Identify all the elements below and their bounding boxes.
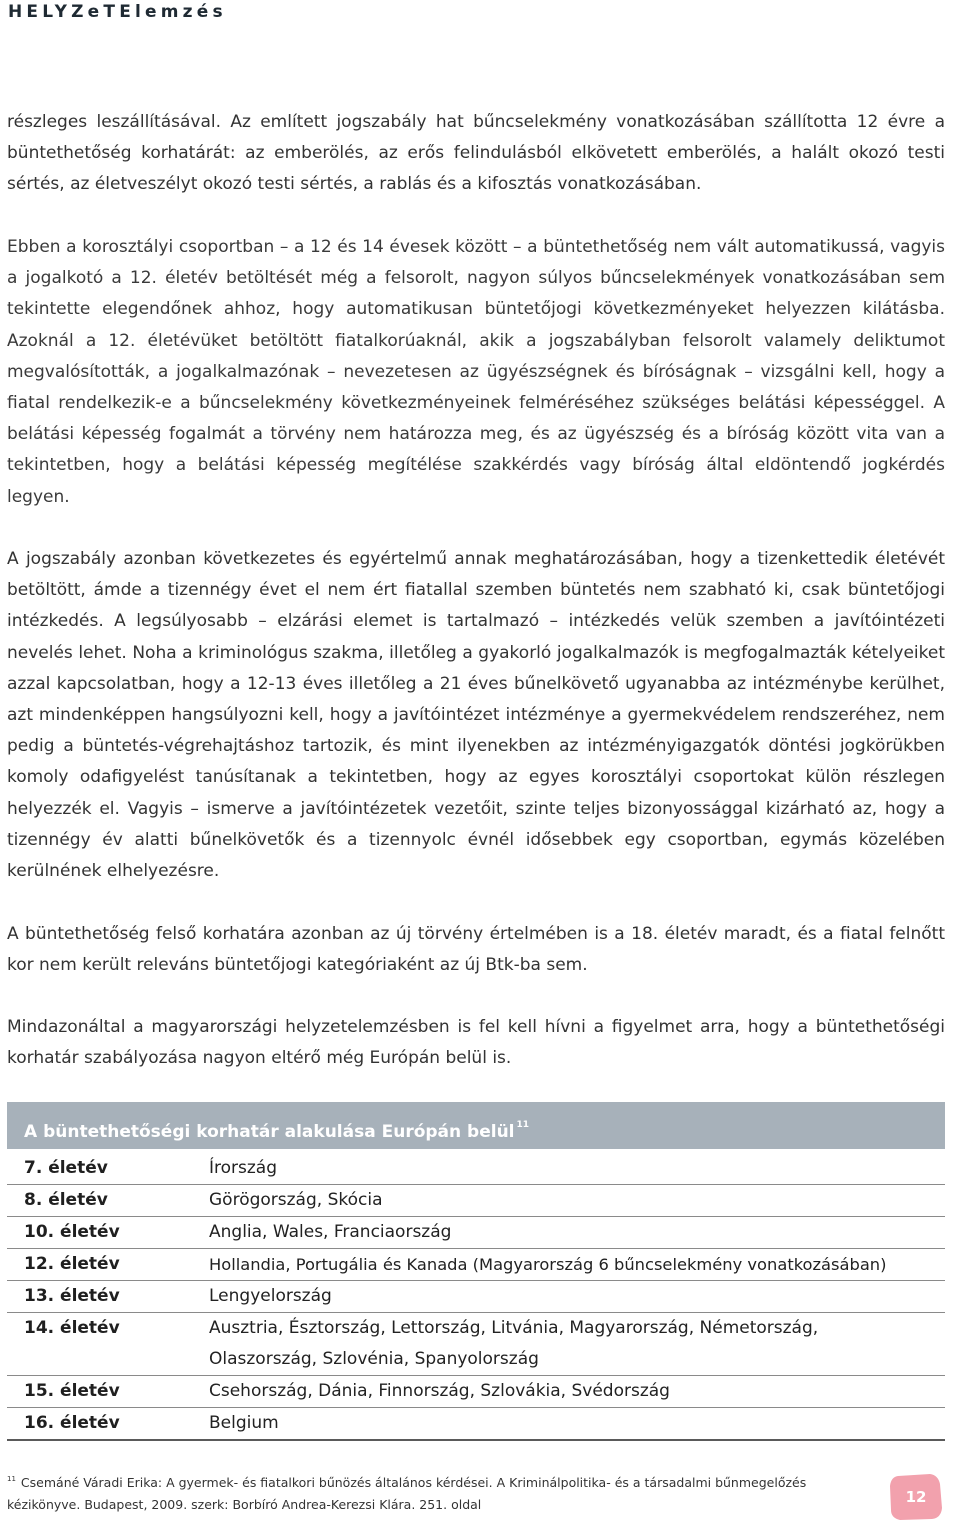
table-cell-age: 15. életév	[24, 1381, 120, 1401]
table-cell-age: 7. életév	[24, 1158, 108, 1178]
table-cell-countries: Görögország, Skócia	[209, 1190, 383, 1210]
table-cell-age: 16. életév	[24, 1413, 120, 1433]
table-row	[7, 1153, 945, 1185]
table-row	[7, 1185, 945, 1217]
page-number: 12	[905, 1488, 927, 1506]
table-cell-age: 10. életév	[24, 1222, 120, 1242]
paragraph-2: Ebben a korosztályi csoportban – a 12 és 14 évesek között – a büntethetőség nem vált automatikussá, vagyis a jogalkotó a 12. életév betöltését még a felsorolt, nagyon súlyos bűncselekmények vonatkozásában sem tekintette elegendőnek ahhoz, hogy automatikusan büntetőjogi következményeket helyezzen kilátásba. Azoknál a 12. életévüket betöltött fiatalkorúaknál, akik a jogszabályban felsorolt valamely deliktumot megvalósították, a jogalkalmazónak – nevezetesen az ügyészségnek és bíróságnak – vizsgálni kell, hogy a fiatal rendelkezik-e a bűncselekmény következményeinek felméréséhez szükséges belátási képességgel. A belátási képesség fogalmát a törvény nem határozza meg, és az ügyészség és a bíróság között vita van a tekintetben, hogy a belátási képesség megítélése szakkérdés vagy bíróság által eldöntendő jogkérdés legyen.	[7, 237, 945, 507]
table-cell-countries: Belgium	[209, 1413, 279, 1433]
table-cell-age: 12. életév	[24, 1254, 120, 1274]
table-cell-countries: Ausztria, Észtország, Lettország, Litvánia, Magyarország, Németország, Olaszország, Szlovénia, Spanyolország	[209, 1318, 819, 1369]
table-cell-countries: Hollandia, Portugália és Kanada (Magyarország 6 bűncselekmény vonatkozásában)	[209, 1255, 887, 1274]
page-number-badge	[888, 1472, 944, 1522]
table-cell-countries: Írország	[209, 1158, 278, 1178]
table-row	[7, 1376, 945, 1408]
table-footnote-ref: 11	[516, 1120, 530, 1130]
footnote-text: Csemáné Váradi Erika: A gyermek- és fiatalkori bűnözés általános kérdései. A Kriminálpolitika- és a társadalmi bűnmegelőzés kézikönyve. Budapest, 2009. szerk: Borbíró Andrea-Kerezsi Klára. 251. oldal	[7, 1475, 807, 1512]
table-row	[7, 1313, 945, 1376]
table-cell-countries: Csehország, Dánia, Finnország, Szlovákia, Svédország	[209, 1381, 670, 1401]
table-cell-age: 13. életév	[24, 1286, 120, 1306]
footnote-number: 11	[7, 1475, 16, 1483]
table-title: A büntethetőségi korhatár alakulása Európán belül	[24, 1122, 515, 1142]
age-limit-table	[7, 1153, 945, 1441]
table-cell-age: 8. életév	[24, 1190, 108, 1210]
table-cell-countries: Anglia, Wales, Franciaország	[209, 1222, 452, 1242]
table-cell-age: 14. életév	[24, 1318, 120, 1338]
running-header: HELYZeTElemzés	[8, 2, 227, 22]
table-row	[7, 1217, 945, 1249]
paragraph-5: Mindazonáltal a magyarországi helyzetelemzésben is fel kell hívni a figyelmet arra, hogy a büntethetőségi korhatár szabályozása nagyon eltérő még Európán belül is.	[7, 1017, 945, 1069]
paragraph-3: A jogszabály azonban következetes és egyértelmű annak meghatározásában, hogy a tizenkettedik életévét betöltött, ámde a tizennégy évet el nem ért fiatallal szemben büntetés nem szabható ki, csak büntetőjogi intézkedés. A legsúlyosabb – elzárási elemet is tartalmazó – intézkedés velük szemben a javítóintézeti nevelés lehet. Noha a kriminológus szakma, illetőleg a gyakorló jogalkalmazók is megfogalmazták kételyeiket azzal kapcsolatban, hogy a 12-13 éves illetőleg a 21 éves bűnelkövető ugyanabba az intézménybe kerülhet, azt mindenképpen hangsúlyozni kell, hogy a javítóintézet intézménye a gyermekvédelem rendszeréhez, nem pedig a büntetés-végrehajtáshoz tartozik, és mint ilyenekben az intézményigazgatók döntési jogkörükben komoly odafigyelést tanúsítanak a tekintetben, hogy az egyes korosztályi csoportokat külön részlegen helyezzék el. Vagyis – ismerve a javítóintézetek vezetőit, szinte teljes bizonyossággal kizárható az, hogy a tizennégy év alatti bűnelkövetők és a tizennyolc évnél idősebbek egy csoportban, egymás közelében kerülnének elhelyezésre.	[7, 549, 945, 882]
footnote	[7, 1468, 867, 1516]
paragraph-4: A büntethetőség felső korhatára azonban az új törvény értelmében is a 18. életév maradt, és a fiatal felnőtt kor nem került releváns büntetőjogi kategóriaként az új Btk-ba sem.	[7, 924, 945, 976]
table-row	[7, 1249, 945, 1281]
paragraph-1: részleges leszállításával. Az említett jogszabály hat bűncselekmény vonatkozásában szállította 12 évre a büntethetőség korhatárát: az emberölés, az erős felindulásból elkövetett emberölés, a halált okozó testi sértés, az életveszélyt okozó testi sértés, a rablás és a kifosztás vonatkozásában.	[7, 112, 945, 195]
table-row	[7, 1408, 945, 1441]
table-row	[7, 1281, 945, 1313]
table-cell-countries: Lengyelország	[209, 1286, 332, 1306]
table-title-bar	[7, 1102, 945, 1149]
